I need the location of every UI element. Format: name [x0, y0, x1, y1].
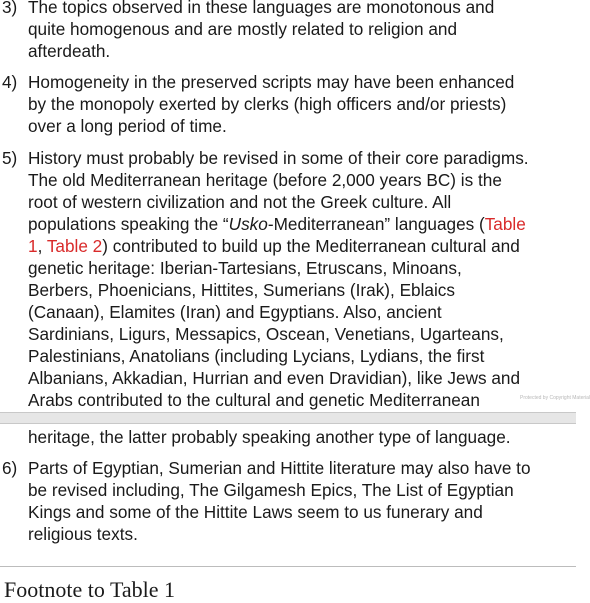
text-run: -Mediterranean” languages ( [267, 214, 485, 234]
text-line: genetic heritage: Iberian-Tartesians, Etruscans, Minoans, [28, 258, 462, 278]
text-line: Kings and some of the Hittite Laws seem to us funerary and [28, 502, 483, 522]
item-number: 4) [2, 72, 18, 92]
table-2-link[interactable]: Table 2 [46, 236, 103, 256]
copyright-watermark: Protected by Copyright Material [520, 395, 590, 401]
text-run: populations speaking the “ [28, 214, 229, 234]
text-line: quite homogenous and are mostly related to religion and [28, 19, 458, 39]
italic-term: Usko [228, 214, 268, 234]
text-line: The old Mediterranean heritage (before 2,000 years BC) is the [28, 170, 502, 190]
table-1-link[interactable]: Table [484, 214, 526, 234]
text-line: The topics observed in these languages are monotonous and [28, 0, 495, 17]
item-number: 3) [2, 0, 18, 17]
text-line: Parts of Egyptian, Sumerian and Hittite literature may also have to [28, 458, 531, 478]
text-line: heritage, the latter probably speaking another type of language. [28, 427, 511, 447]
text-line: over a long period of time. [28, 116, 227, 136]
text-line: Albanians, Akkadian, Hurrian and even Dravidian), like Jews and [28, 368, 521, 388]
text-line: Homogeneity in the preserved scripts may have been enhanced [28, 72, 515, 92]
text-line [28, 213, 526, 235]
text-run: ) contributed to build up the Mediterranean cultural and [102, 236, 520, 256]
page-bottom [0, 424, 576, 602]
text-line: afterdeath. [28, 41, 111, 61]
text-line: (Canaan), Elamites (Iran) and Egyptians. Also, ancient [28, 302, 442, 322]
section-divider [0, 566, 576, 567]
table-1-link[interactable]: 1 [28, 236, 38, 256]
text-line: by the monopoly exerted by clerks (high officers and/or priests) [28, 94, 507, 114]
text-line: Arabs contributed to the cultural and genetic Mediterranean [28, 390, 480, 410]
text-line: Palestinians, Anatolians (including Lycians, Lydians, the first [28, 346, 485, 366]
item-number: 6) [2, 458, 18, 478]
text-line [28, 235, 520, 257]
footnote-heading: Footnote to Table 1 [4, 577, 175, 602]
text-line: History must probably be revised in some of their core paradigms. [28, 148, 529, 168]
text-line: Sardinians, Ligurs, Messapics, Oscean, Venetians, Ugarteans, [28, 324, 504, 344]
text-line: Berbers, Phoenicians, Hittites, Sumerians (Irak), Eblaics [28, 280, 455, 300]
text-line: be revised including, The Gilgamesh Epics, The List of Egyptian [28, 480, 514, 500]
page-break [0, 412, 576, 424]
text-line: religious texts. [28, 524, 138, 544]
text-run: , [37, 236, 47, 256]
item-number: 5) [2, 148, 18, 168]
text-line: root of western civilization and not the Greek culture. All [28, 192, 452, 212]
